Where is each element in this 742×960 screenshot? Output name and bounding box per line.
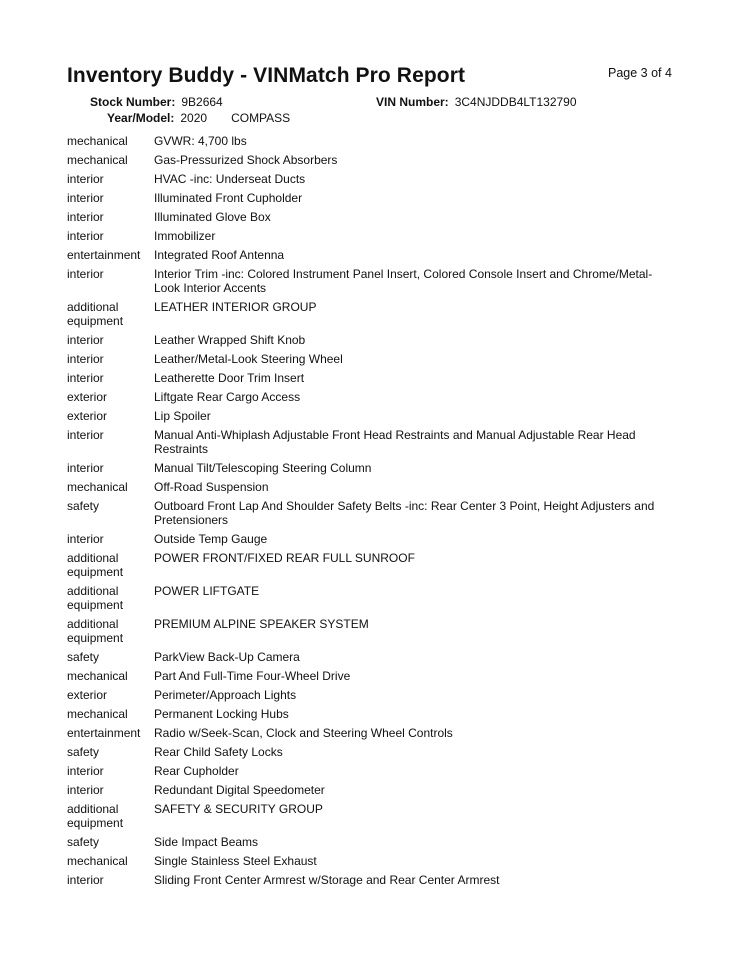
feature-row	[67, 745, 677, 759]
feature-category: mechanical	[67, 854, 128, 868]
feature-category: interior	[67, 371, 104, 385]
feature-category: interior	[67, 333, 104, 347]
vin-number	[376, 95, 577, 109]
feature-description: Leather Wrapped Shift Knob	[154, 333, 306, 347]
feature-category: exterior	[67, 688, 108, 702]
stock-number-value: 9B2664	[181, 95, 223, 109]
feature-category: interior	[67, 873, 104, 887]
report-title: Inventory Buddy - VINMatch Pro Report	[67, 64, 466, 87]
feature-description: Radio w/Seek-Scan, Clock and Steering Wheel Controls	[154, 726, 453, 740]
feature-row	[67, 688, 677, 702]
feature-category: safety	[67, 745, 100, 759]
feature-list	[67, 134, 677, 892]
year-value: 2020	[180, 111, 208, 125]
year-model	[107, 111, 290, 125]
feature-category: interior	[67, 783, 104, 797]
feature-description: Integrated Roof Antenna	[154, 248, 285, 262]
feature-description: SAFETY & SECURITY GROUP	[154, 802, 323, 816]
feature-row	[67, 551, 677, 579]
feature-row	[67, 854, 677, 868]
feature-row	[67, 229, 677, 243]
feature-description: Manual Tilt/Telescoping Steering Column	[154, 461, 372, 475]
feature-row	[67, 873, 677, 887]
feature-category: interior	[67, 210, 104, 224]
feature-description: POWER FRONT/FIXED REAR FULL SUNROOF	[154, 551, 415, 565]
feature-row	[67, 480, 677, 494]
feature-description: POWER LIFTGATE	[154, 584, 260, 598]
feature-description: Leatherette Door Trim Insert	[154, 371, 305, 385]
year-model-label: Year/Model:	[107, 111, 175, 125]
feature-description: PREMIUM ALPINE SPEAKER SYSTEM	[154, 617, 369, 631]
feature-category: interior	[67, 532, 104, 546]
feature-row	[67, 802, 677, 830]
feature-description: Illuminated Front Cupholder	[154, 191, 303, 205]
vin-number-label: VIN Number:	[376, 95, 449, 109]
feature-category: additional equipment	[67, 584, 124, 612]
feature-description: HVAC -inc: Underseat Ducts	[154, 172, 306, 186]
feature-category: exterior	[67, 409, 108, 423]
feature-category: mechanical	[67, 707, 128, 721]
page-number: Page 3 of 4	[608, 66, 672, 80]
feature-description: Outboard Front Lap And Shoulder Safety Belts -inc: Rear Center 3 Point, Height Adjusters and Pretensioners	[154, 499, 655, 527]
feature-description: Off-Road Suspension	[154, 480, 269, 494]
feature-category: mechanical	[67, 134, 128, 148]
feature-category: mechanical	[67, 480, 128, 494]
feature-description: Gas-Pressurized Shock Absorbers	[154, 153, 338, 167]
feature-description: Manual Anti-Whiplash Adjustable Front Head Restraints and Manual Adjustable Rear Head Restraints	[154, 428, 636, 456]
feature-row	[67, 499, 677, 527]
feature-category: interior	[67, 172, 104, 186]
feature-category: interior	[67, 267, 104, 281]
feature-category: interior	[67, 191, 104, 205]
feature-row	[67, 371, 677, 385]
feature-category: additional equipment	[67, 300, 124, 328]
feature-category: mechanical	[67, 669, 128, 683]
feature-row	[67, 726, 677, 740]
feature-description: Immobilizer	[154, 229, 216, 243]
feature-description: Permanent Locking Hubs	[154, 707, 289, 721]
feature-row	[67, 300, 677, 328]
vin-number-value: 3C4NJDDB4LT132790	[454, 95, 577, 109]
feature-row	[67, 461, 677, 475]
feature-description: Sliding Front Center Armrest w/Storage and Rear Center Armrest	[154, 873, 500, 887]
feature-description: Interior Trim -inc: Colored Instrument Panel Insert, Colored Console Insert and Chrome/Metal-Look Interior Accents	[154, 267, 653, 295]
feature-row	[67, 210, 677, 224]
feature-category: safety	[67, 499, 100, 513]
feature-row	[67, 390, 677, 404]
feature-description: LEATHER INTERIOR GROUP	[154, 300, 317, 314]
feature-row	[67, 835, 677, 849]
feature-description: Single Stainless Steel Exhaust	[154, 854, 317, 868]
feature-row	[67, 617, 677, 645]
stock-number	[90, 95, 223, 109]
feature-category: additional equipment	[67, 551, 124, 579]
feature-description: Illuminated Glove Box	[154, 210, 271, 224]
feature-description: Redundant Digital Speedometer	[154, 783, 325, 797]
feature-row	[67, 172, 677, 186]
feature-row	[67, 783, 677, 797]
feature-row	[67, 428, 677, 456]
feature-description: Liftgate Rear Cargo Access	[154, 390, 301, 404]
feature-row	[67, 669, 677, 683]
feature-description: GVWR: 4,700 lbs	[154, 134, 247, 148]
feature-description: Rear Cupholder	[154, 764, 239, 778]
feature-category: interior	[67, 764, 104, 778]
feature-row	[67, 352, 677, 366]
feature-row	[67, 333, 677, 347]
feature-category: safety	[67, 835, 100, 849]
feature-description: Lip Spoiler	[154, 409, 211, 423]
feature-category: entertainment	[67, 726, 141, 740]
feature-row	[67, 267, 677, 295]
feature-category: entertainment	[67, 248, 141, 262]
feature-row	[67, 409, 677, 423]
feature-description: Leather/Metal-Look Steering Wheel	[154, 352, 343, 366]
feature-category: interior	[67, 461, 104, 475]
feature-category: safety	[67, 650, 100, 664]
feature-category: interior	[67, 428, 104, 442]
feature-description: Part And Full-Time Four-Wheel Drive	[154, 669, 351, 683]
feature-category: exterior	[67, 390, 108, 404]
feature-category: interior	[67, 352, 104, 366]
stock-number-label: Stock Number:	[90, 95, 176, 109]
feature-category: mechanical	[67, 153, 128, 167]
feature-description: Outside Temp Gauge	[154, 532, 268, 546]
feature-row	[67, 532, 677, 546]
feature-row	[67, 134, 677, 148]
feature-description: ParkView Back-Up Camera	[154, 650, 300, 664]
feature-description: Perimeter/Approach Lights	[154, 688, 297, 702]
feature-row	[67, 248, 677, 262]
feature-row	[67, 707, 677, 721]
feature-category: additional equipment	[67, 617, 124, 645]
feature-row	[67, 650, 677, 664]
feature-description: Side Impact Beams	[154, 835, 259, 849]
feature-row	[67, 764, 677, 778]
feature-row	[67, 153, 677, 167]
model-value: COMPASS	[231, 111, 291, 125]
feature-row	[67, 191, 677, 205]
feature-category: interior	[67, 229, 104, 243]
feature-category: additional equipment	[67, 802, 124, 830]
feature-description: Rear Child Safety Locks	[154, 745, 283, 759]
feature-row	[67, 584, 677, 612]
